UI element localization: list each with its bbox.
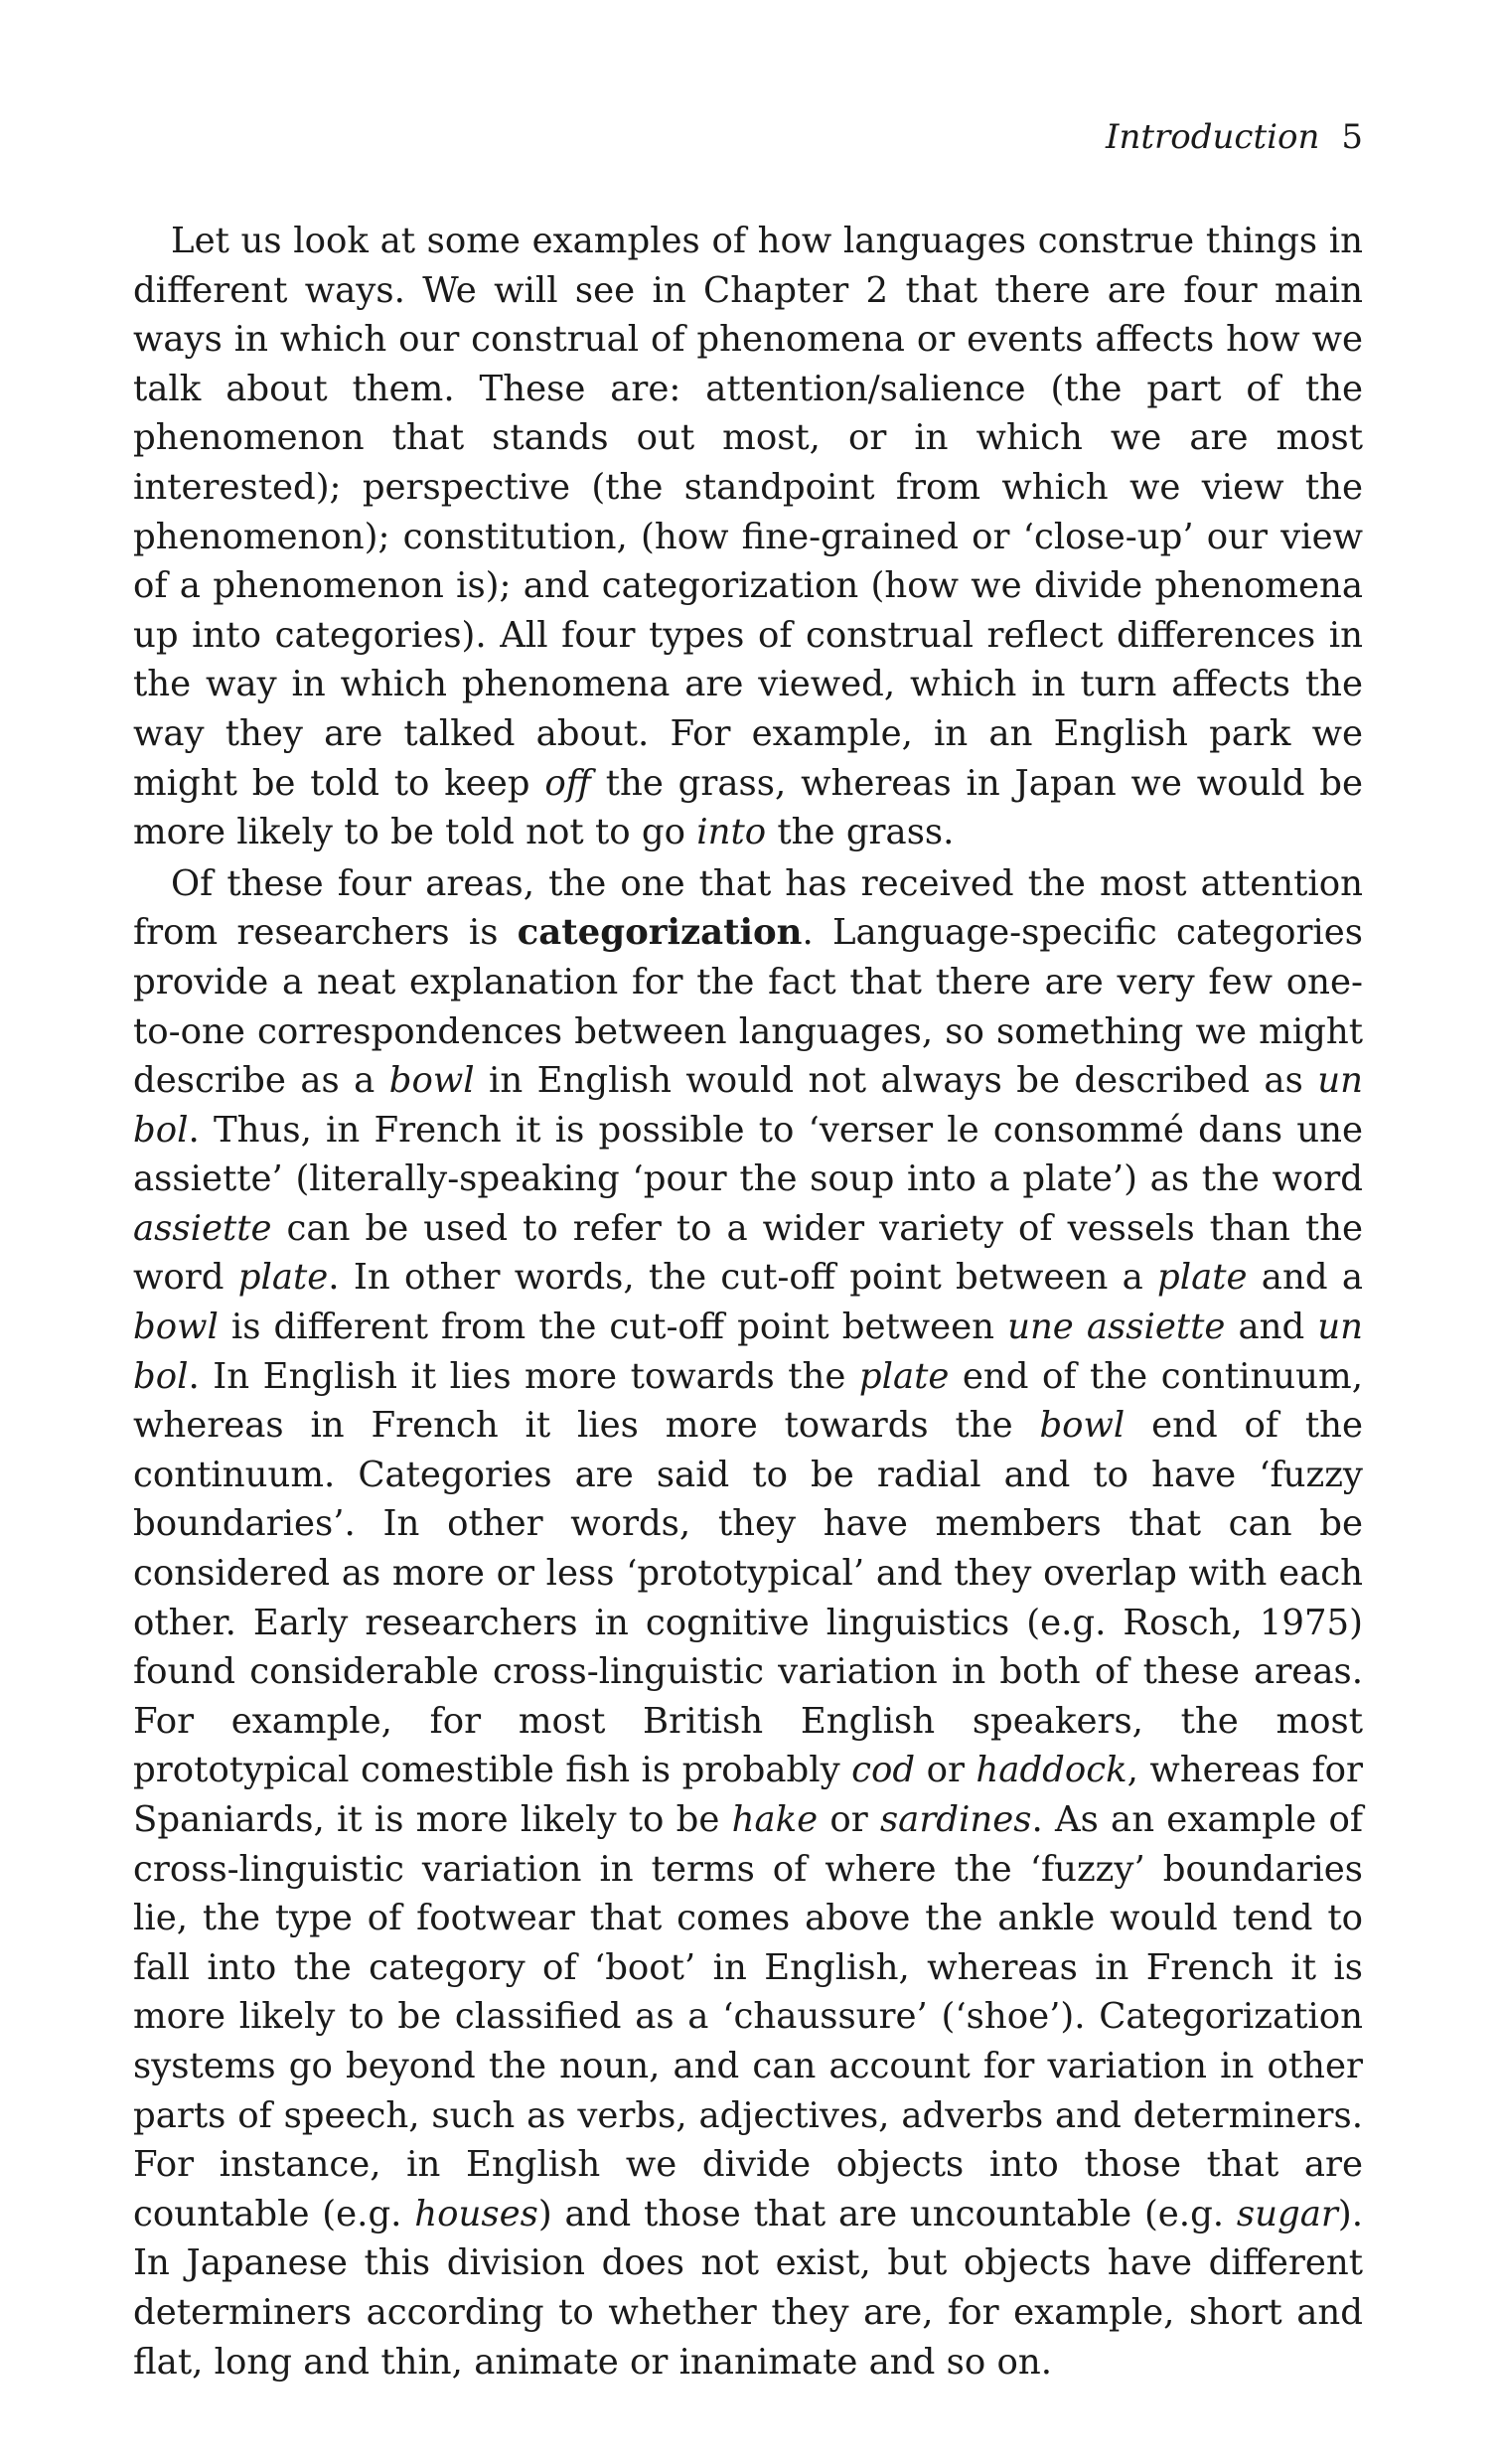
italic-term: une assiette bbox=[1007, 1307, 1226, 1348]
italic-term: cod bbox=[851, 1750, 916, 1791]
paragraph-categorization bbox=[133, 859, 1363, 2387]
paragraph-construal bbox=[133, 217, 1363, 857]
italic-term: assiette bbox=[133, 1207, 272, 1249]
text-run: . As an example of cross-linguistic variation in terms of where the ‘fuzzy’ boundaries lie, the type of footwear that comes above the ankle would tend to fall into the category of ‘boot’ in English, whereas in French it is more likely to be classified as a ‘chaussure’ (‘shoe’). Categorization systems go beyond the noun, and can account for variation in other parts of speech, such as verbs, adjectives, adverbs and determiners. For instance, in English we divide objects into those that are countable (e.g. bbox=[133, 1799, 1363, 2234]
italic-term: off bbox=[544, 762, 591, 804]
text-run: end of the continuum. Categories are said to be radial and to have ‘fuzzy boundaries’. In other words, they have members that can be considered as more or less ‘prototypical’ and they overlap with each other. Early researchers in cognitive linguistics (e.g. Rosch, 1975) found considerable cross-linguistic variation in both of these areas. For example, for most British English speakers, the most prototypical comestible fish is probably bbox=[133, 1405, 1363, 1791]
page-number: 5 bbox=[1341, 117, 1363, 157]
italic-term: haddock bbox=[976, 1750, 1127, 1791]
italic-term: into bbox=[696, 812, 767, 853]
text-run: end of the continuum, whereas in French it lies more towards the bbox=[133, 1355, 1363, 1447]
italic-term: bowl bbox=[388, 1060, 475, 1102]
text-run: ) and those that are uncountable (e.g. bbox=[537, 2193, 1237, 2234]
italic-term: un bol bbox=[133, 1060, 1363, 1151]
text-run: can be used to refer to a wider variety of vessels than the word bbox=[133, 1207, 1363, 1299]
text-run: . In English it lies more towards the bbox=[188, 1355, 859, 1397]
italic-term: hake bbox=[731, 1799, 819, 1840]
text-run: ). In Japanese this division does not exist, but objects have different determiners according to whether they are, for example, short and flat, long and thin, animate or inanimate and so on. bbox=[133, 2193, 1363, 2383]
text-run: in English would not always be described as bbox=[474, 1060, 1318, 1102]
text-run: or bbox=[818, 1799, 880, 1840]
text-run: and bbox=[1225, 1307, 1318, 1348]
text-run: Of these four areas, the one that has received the most attention from researchers is bbox=[133, 862, 1363, 954]
running-header bbox=[1106, 117, 1363, 157]
italic-term: sugar bbox=[1236, 2193, 1338, 2234]
chapter-title: Introduction bbox=[1106, 117, 1320, 157]
text-run: Let us look at some examples of how languages construe things in different ways. We will see in Chapter 2 that there are four main ways in which our construal of phenomena or events affects how we talk about them. These are: attention/salience (the part of the phenomenon that stands out most, or in which we are most interested); perspective (the standpoint from which we view the phenomenon); constitution, (how fine-grained or ‘close-up’ our view of a phenomenon is); and categorization (how we divide phenomena up into categories). All four types of construal reflect differences in the way in which phenomena are viewed, which in turn affects the way they are talked about. For example, in an English park we might be told to keep bbox=[133, 221, 1363, 804]
italic-term: un bol bbox=[133, 1307, 1364, 1397]
text-run: . Thus, in French it is possible to ‘verser le consommé dans une assiette’ (literally-speaking ‘pour the soup into a plate’) as the word bbox=[133, 1109, 1363, 1200]
italic-term: houses bbox=[414, 2193, 538, 2234]
text-run: the grass. bbox=[766, 812, 955, 853]
italic-term: plate bbox=[858, 1355, 950, 1397]
text-run: . Language-specific categories provide a neat explanation for the fact that there are very few one-to-one correspondences between languages, so something we might describe as a bbox=[133, 912, 1364, 1102]
italic-term: plate bbox=[1157, 1257, 1248, 1299]
italic-term: bowl bbox=[1039, 1405, 1126, 1447]
body-text bbox=[133, 217, 1363, 2387]
text-run: . In other words, the cut-off point between a bbox=[328, 1257, 1158, 1299]
bold-term: categorization bbox=[517, 912, 803, 954]
text-run: , whereas for Spaniards, it is more likely to be bbox=[133, 1750, 1363, 1840]
italic-term: plate bbox=[237, 1257, 329, 1299]
italic-term: bowl bbox=[133, 1307, 219, 1348]
text-run: the grass, whereas in Japan we would be more likely to be told not to go bbox=[133, 762, 1364, 853]
text-run: or bbox=[915, 1750, 976, 1791]
text-run: and a bbox=[1247, 1257, 1363, 1299]
italic-term: sardines bbox=[879, 1799, 1032, 1840]
text-run: is different from the cut-off point between bbox=[218, 1307, 1008, 1348]
